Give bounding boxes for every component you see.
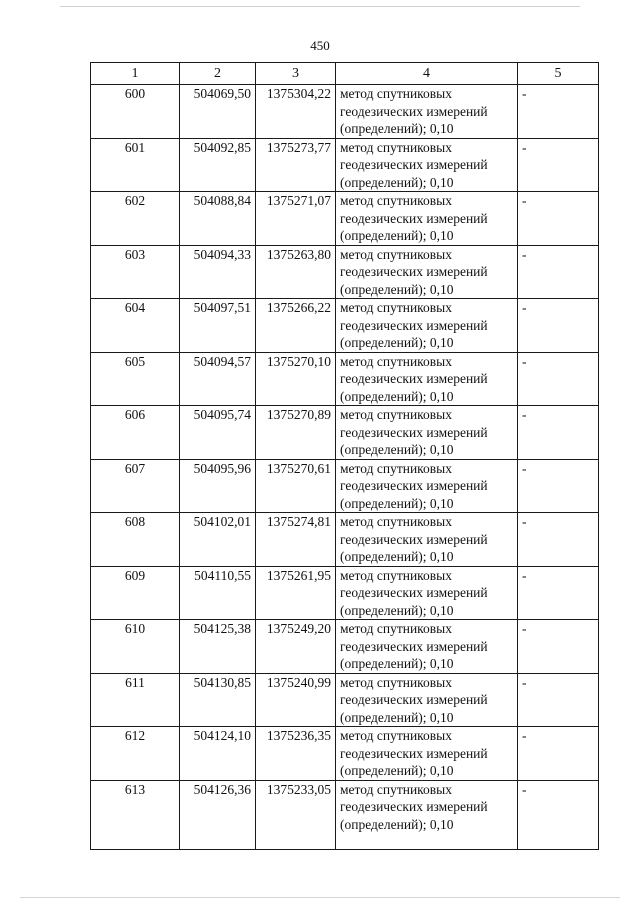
y-coordinate-cell: 1375270,61	[256, 459, 336, 513]
table-row	[91, 459, 599, 513]
y-coordinate-cell: 1375274,81	[256, 513, 336, 567]
method-cell: метод спутниковых геодезических измерений (определений); 0,10	[336, 85, 518, 139]
table-row	[91, 673, 599, 727]
point-number-cell: 607	[91, 459, 180, 513]
note-cell: -	[518, 85, 599, 139]
point-number-cell: 604	[91, 299, 180, 353]
table-row	[91, 245, 599, 299]
table-row	[91, 513, 599, 567]
method-cell: метод спутниковых геодезических измерений (определений); 0,10	[336, 620, 518, 674]
y-coordinate-cell: 1375270,89	[256, 406, 336, 460]
x-coordinate-cell: 504110,55	[180, 566, 256, 620]
note-cell: -	[518, 245, 599, 299]
x-coordinate-cell: 504095,74	[180, 406, 256, 460]
x-coordinate-cell: 504124,10	[180, 727, 256, 781]
table-row	[91, 727, 599, 781]
page-number: 450	[310, 38, 330, 53]
note-cell: -	[518, 352, 599, 406]
note-cell: -	[518, 727, 599, 781]
x-coordinate-cell: 504069,50	[180, 85, 256, 139]
method-cell: метод спутниковых геодезических измерений (определений); 0,10	[336, 673, 518, 727]
y-coordinate-cell: 1375261,95	[256, 566, 336, 620]
method-cell: метод спутниковых геодезических измерений (определений); 0,10	[336, 459, 518, 513]
y-coordinate-cell: 1375236,35	[256, 727, 336, 781]
point-number-cell: 601	[91, 138, 180, 192]
point-number-cell: 610	[91, 620, 180, 674]
header-col-2: 2	[180, 63, 256, 85]
note-cell: -	[518, 299, 599, 353]
header-col-5: 5	[518, 63, 599, 85]
point-number-cell: 609	[91, 566, 180, 620]
method-cell: метод спутниковых геодезических измерений (определений); 0,10	[336, 780, 518, 849]
point-number-cell: 608	[91, 513, 180, 567]
x-coordinate-cell: 504094,57	[180, 352, 256, 406]
method-cell: метод спутниковых геодезических измерений (определений); 0,10	[336, 513, 518, 567]
method-cell: метод спутниковых геодезических измерений (определений); 0,10	[336, 138, 518, 192]
x-coordinate-cell: 504126,36	[180, 780, 256, 849]
y-coordinate-cell: 1375270,10	[256, 352, 336, 406]
point-number-cell: 602	[91, 192, 180, 246]
y-coordinate-cell: 1375271,07	[256, 192, 336, 246]
x-coordinate-cell: 504130,85	[180, 673, 256, 727]
x-coordinate-cell: 504125,38	[180, 620, 256, 674]
method-cell: метод спутниковых геодезических измерений (определений); 0,10	[336, 727, 518, 781]
note-cell: -	[518, 673, 599, 727]
table-row	[91, 352, 599, 406]
y-coordinate-cell: 1375266,22	[256, 299, 336, 353]
point-number-cell: 603	[91, 245, 180, 299]
note-cell: -	[518, 620, 599, 674]
x-coordinate-cell: 504097,51	[180, 299, 256, 353]
table-row	[91, 406, 599, 460]
note-cell: -	[518, 192, 599, 246]
point-number-cell: 612	[91, 727, 180, 781]
x-coordinate-cell: 504094,33	[180, 245, 256, 299]
method-cell: метод спутниковых геодезических измерений (определений); 0,10	[336, 352, 518, 406]
header-row	[91, 63, 599, 85]
note-cell: -	[518, 138, 599, 192]
note-cell: -	[518, 780, 599, 849]
table-row	[91, 566, 599, 620]
table-row	[91, 192, 599, 246]
y-coordinate-cell: 1375273,77	[256, 138, 336, 192]
scan-artifact-bottom	[20, 897, 620, 898]
coordinates-table	[90, 62, 599, 850]
table-row	[91, 138, 599, 192]
note-cell: -	[518, 513, 599, 567]
note-cell: -	[518, 459, 599, 513]
y-coordinate-cell: 1375240,99	[256, 673, 336, 727]
header-col-1: 1	[91, 63, 180, 85]
scan-artifact-top	[60, 6, 580, 7]
table-row	[91, 299, 599, 353]
method-cell: метод спутниковых геодезических измерений (определений); 0,10	[336, 299, 518, 353]
table-header	[91, 63, 599, 85]
table-row	[91, 780, 599, 849]
point-number-cell: 611	[91, 673, 180, 727]
table-row	[91, 85, 599, 139]
x-coordinate-cell: 504092,85	[180, 138, 256, 192]
table-body	[91, 85, 599, 850]
y-coordinate-cell: 1375233,05	[256, 780, 336, 849]
point-number-cell: 605	[91, 352, 180, 406]
method-cell: метод спутниковых геодезических измерений (определений); 0,10	[336, 566, 518, 620]
y-coordinate-cell: 1375263,80	[256, 245, 336, 299]
point-number-cell: 600	[91, 85, 180, 139]
point-number-cell: 613	[91, 780, 180, 849]
method-cell: метод спутниковых геодезических измерений (определений); 0,10	[336, 245, 518, 299]
x-coordinate-cell: 504088,84	[180, 192, 256, 246]
note-cell: -	[518, 406, 599, 460]
y-coordinate-cell: 1375249,20	[256, 620, 336, 674]
table-row	[91, 620, 599, 674]
method-cell: метод спутниковых геодезических измерений (определений); 0,10	[336, 406, 518, 460]
header-col-4: 4	[336, 63, 518, 85]
point-number-cell: 606	[91, 406, 180, 460]
y-coordinate-cell: 1375304,22	[256, 85, 336, 139]
method-cell: метод спутниковых геодезических измерений (определений); 0,10	[336, 192, 518, 246]
x-coordinate-cell: 504095,96	[180, 459, 256, 513]
note-cell: -	[518, 566, 599, 620]
x-coordinate-cell: 504102,01	[180, 513, 256, 567]
header-col-3: 3	[256, 63, 336, 85]
